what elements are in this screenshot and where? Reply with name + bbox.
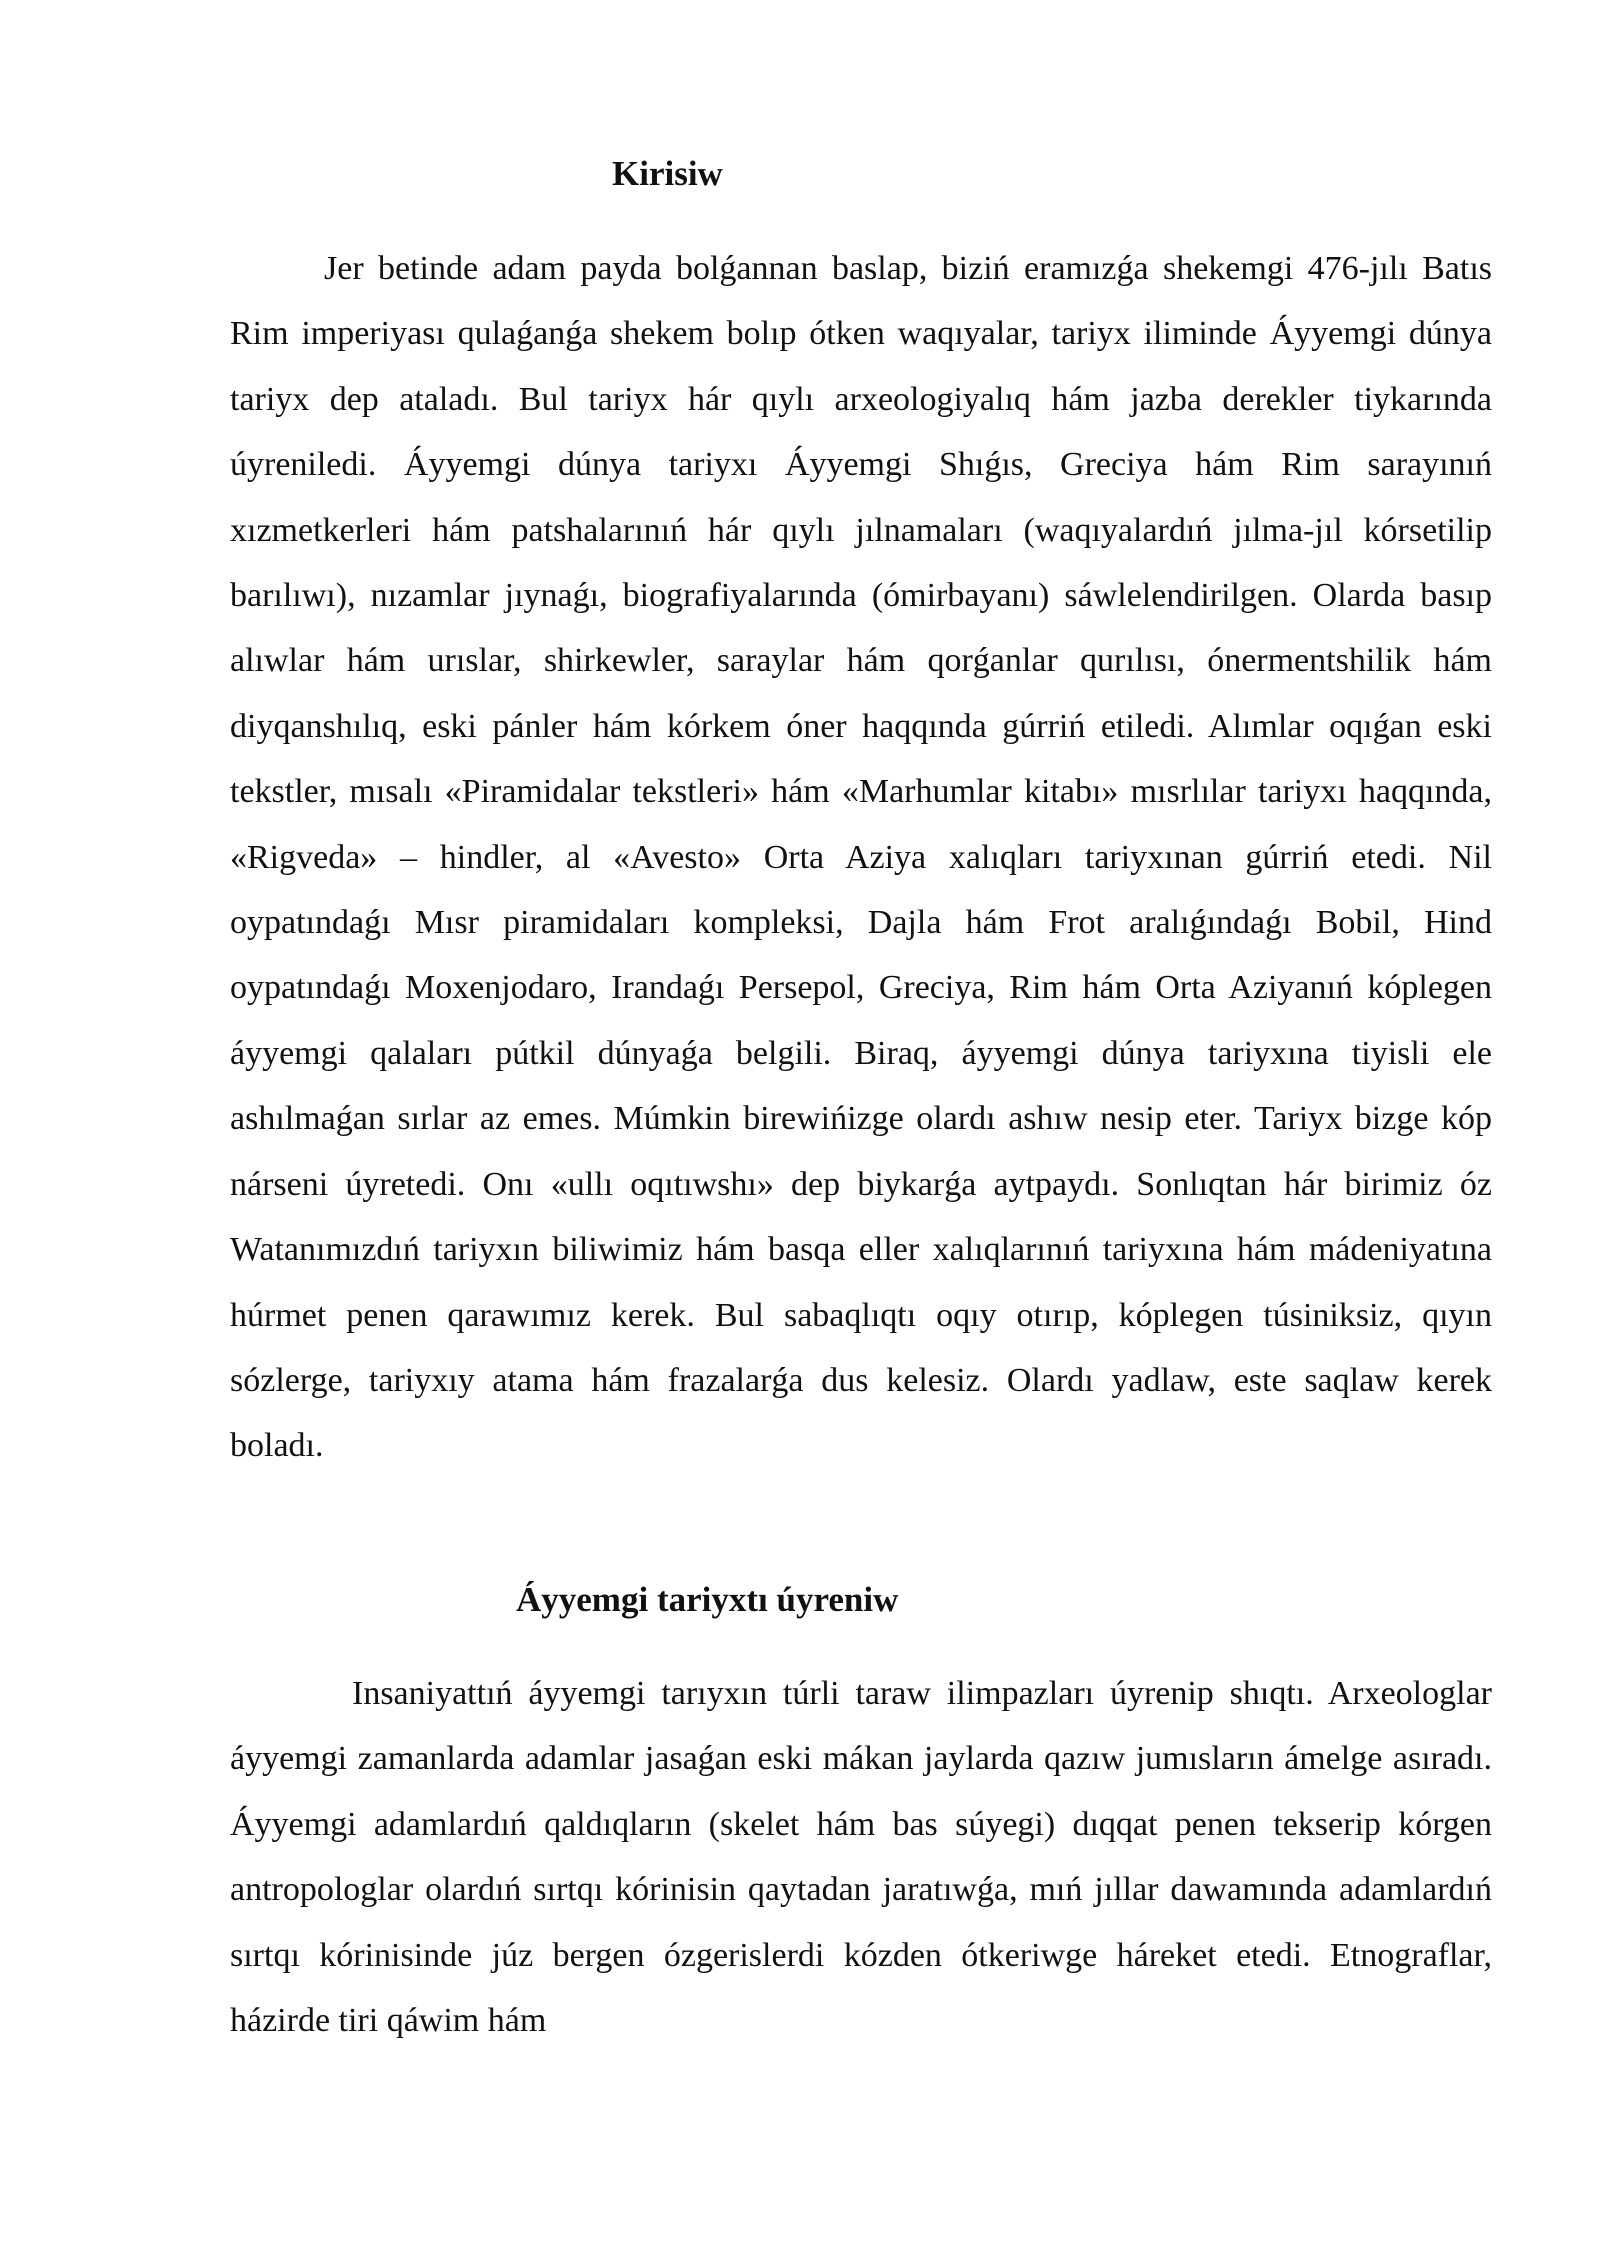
section-heading-kirisiw: Kirisiw xyxy=(612,154,723,193)
intro-paragraph: Jer betinde adam payda bolǵannan baslap, biziń eramızǵa shekemgi 476-jılı Batıs Rim imperiyası qulaǵanǵa shekem bolıp ótken waqıyalar, tariyx iliminde Áyyemgi dúnya tariyx dep ataladı. Bul tariyx hár qıylı arxeologiyalıq hám jazba derekler tiykarında úyreniledi. Áyyemgi dúnya tariyxı Áyyemgi Shıǵıs, Greciya hám Rim sarayınıń xızmetkerleri hám patshalarınıń hár qıylı jılnamaları (waqıyalardıń jılma-jıl kórsetilip barılıwı), nızamlar jıynaǵı, biografiyalarında (ómirbayanı) sáwlelendirilgen. Olarda basıp alıwlar hám urıslar, shirkewler, saraylar hám qorǵanlar qurılısı, ónermentshilik hám diyqanshılıq, eski pánler hám kórkem óner haqqında gúrriń etiledi. Alımlar oqıǵan eski tekstler, mısalı «Piramidalar tekstleri» hám «Marhumlar kitabı» mısrlılar tariyxı haqqında, «Rigveda» – hindler, al «Avesto» Orta Aziya xalıqları tariyxınan gúrriń etedi. Nil oypatındaǵı Mısr piramidaları kompleksi, Dajla hám Frot aralıǵındaǵı Bobil, Hind oypatındaǵı Moxenjodaro, Irandaǵı Persepol, Greciya, Rim hám Orta Aziyanıń kóplegen áyyemgi qalaları pútkil dúnyaǵa belgili. Biraq, áyyemgi dúnya tariyxına tiyisli ele ashılmaǵan sırlar az emes. Múmkin birewińizge olardı ashıw nesip eter. Tariyx bizge kóp nárseni úyretedi. Onı «ullı oqıtıwshı» dep biykarǵa aytpaydı. Sonlıqtan hár birimiz óz Watanımızdıń tariyxın biliwimiz hám basqa eller xalıqlarınıń tariyxına hám mádeniyatına húrmet penen qarawımız kerek. Bul sabaqlıqtı oqıy otırıp, kóplegen túsiniksiz, qıyın sózlerge, tariyxıy atama hám frazalarǵa dus kelesiz. Olardı yadlaw, este saqlaw kerek boladı. xyxy=(230,250,1492,1465)
section-heading-ancient-history-study: Áyyemgi tariyxtı úyreniw xyxy=(516,1580,899,1619)
study-paragraph: Insaniyattıń áyyemgi tarıyxın túrli taraw ilimpazları úyrenip shıqtı. Arxeologlar áyyemgi zamanlarda adamlar jasaǵan eski mákan jaylarda qazıw jumısların ámelge asıradı. Áyyemgi adamlardıń qaldıqların (skelet hám bas súyegi) dıqqat penen tekserip kórgen antropologlar olardıń sırtqı kórinisin qaytadan jaratıwǵa, mıń jıllar dawamında adamlardıń sırtqı kórinisinde júz bergen ózgerislerdi kózden ótkeriwge háreket etedi. Etnograflar, házirde tiri qáwim hám xyxy=(230,1675,1492,2040)
